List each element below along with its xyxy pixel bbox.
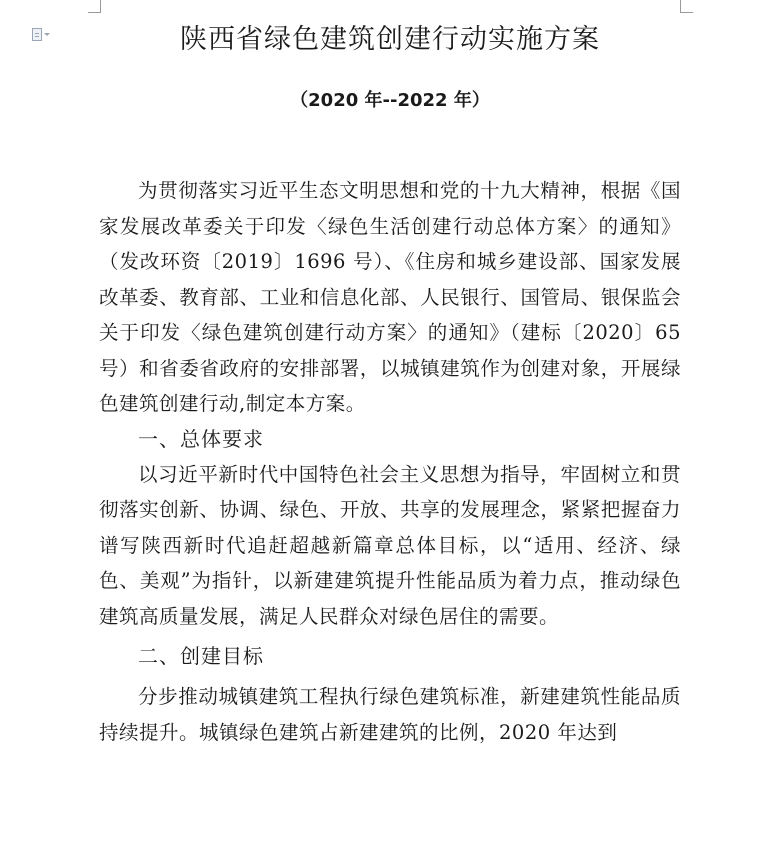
section-heading-goals: 二、创建目标 xyxy=(138,644,264,668)
crop-mark-top-right-vertical xyxy=(680,0,681,12)
section-heading-general-requirements: 一、总体要求 xyxy=(138,426,264,451)
page-title: 陕西省绿色建筑创建行动实施方案 xyxy=(180,24,600,55)
page-subtitle: （2020 年--2022 年） xyxy=(290,90,490,111)
general-requirements-paragraph: 以习近平新时代中国特色社会主义思想为指导，牢固树立和贯彻落实创新、协调、绿色、开放、共享的发展理念，紧紧把握奋力谱写陕西新时代追赶超越新篇章总体目标，以“适用、经济、绿色、美观”为指针，以新建建筑提升性能品质为着力点，推动绿色建筑高质量发展，满足人民群众对绿色居住的需要。 xyxy=(99,462,681,628)
crop-mark-top-right-horizontal xyxy=(680,12,693,13)
crop-mark-top-left-vertical xyxy=(100,0,101,12)
document-body xyxy=(99,173,681,750)
crop-mark-top-left-horizontal xyxy=(88,12,101,13)
intro-paragraph: 为贯彻落实习近平生态文明思想和党的十九大精神，根据《国家发展改革委关于印发〈绿色生活创建行动总体方案〉的通知》（发改环资〔2019〕1696 号）、《住房和城乡建设部、国家发展改革委、教育部、工业和信息化部、人民银行、国管局、银保监会关于印发〈绿色建筑创建行动方案〉的通知》（建标〔2020〕65 号）和省委省政府的安排部署，以城镇建筑作为创建对象，开展绿色建筑创建行动,制定本方案。 xyxy=(99,179,681,415)
chevron-down-icon xyxy=(44,33,50,36)
document-menu-button[interactable] xyxy=(32,26,56,42)
document-icon xyxy=(32,28,42,41)
goals-paragraph: 分步推动城镇建筑工程执行绿色建筑标准，新建建筑性能品质持续提升。城镇绿色建筑占新建建筑的比例，2020 年达到 xyxy=(99,685,681,744)
